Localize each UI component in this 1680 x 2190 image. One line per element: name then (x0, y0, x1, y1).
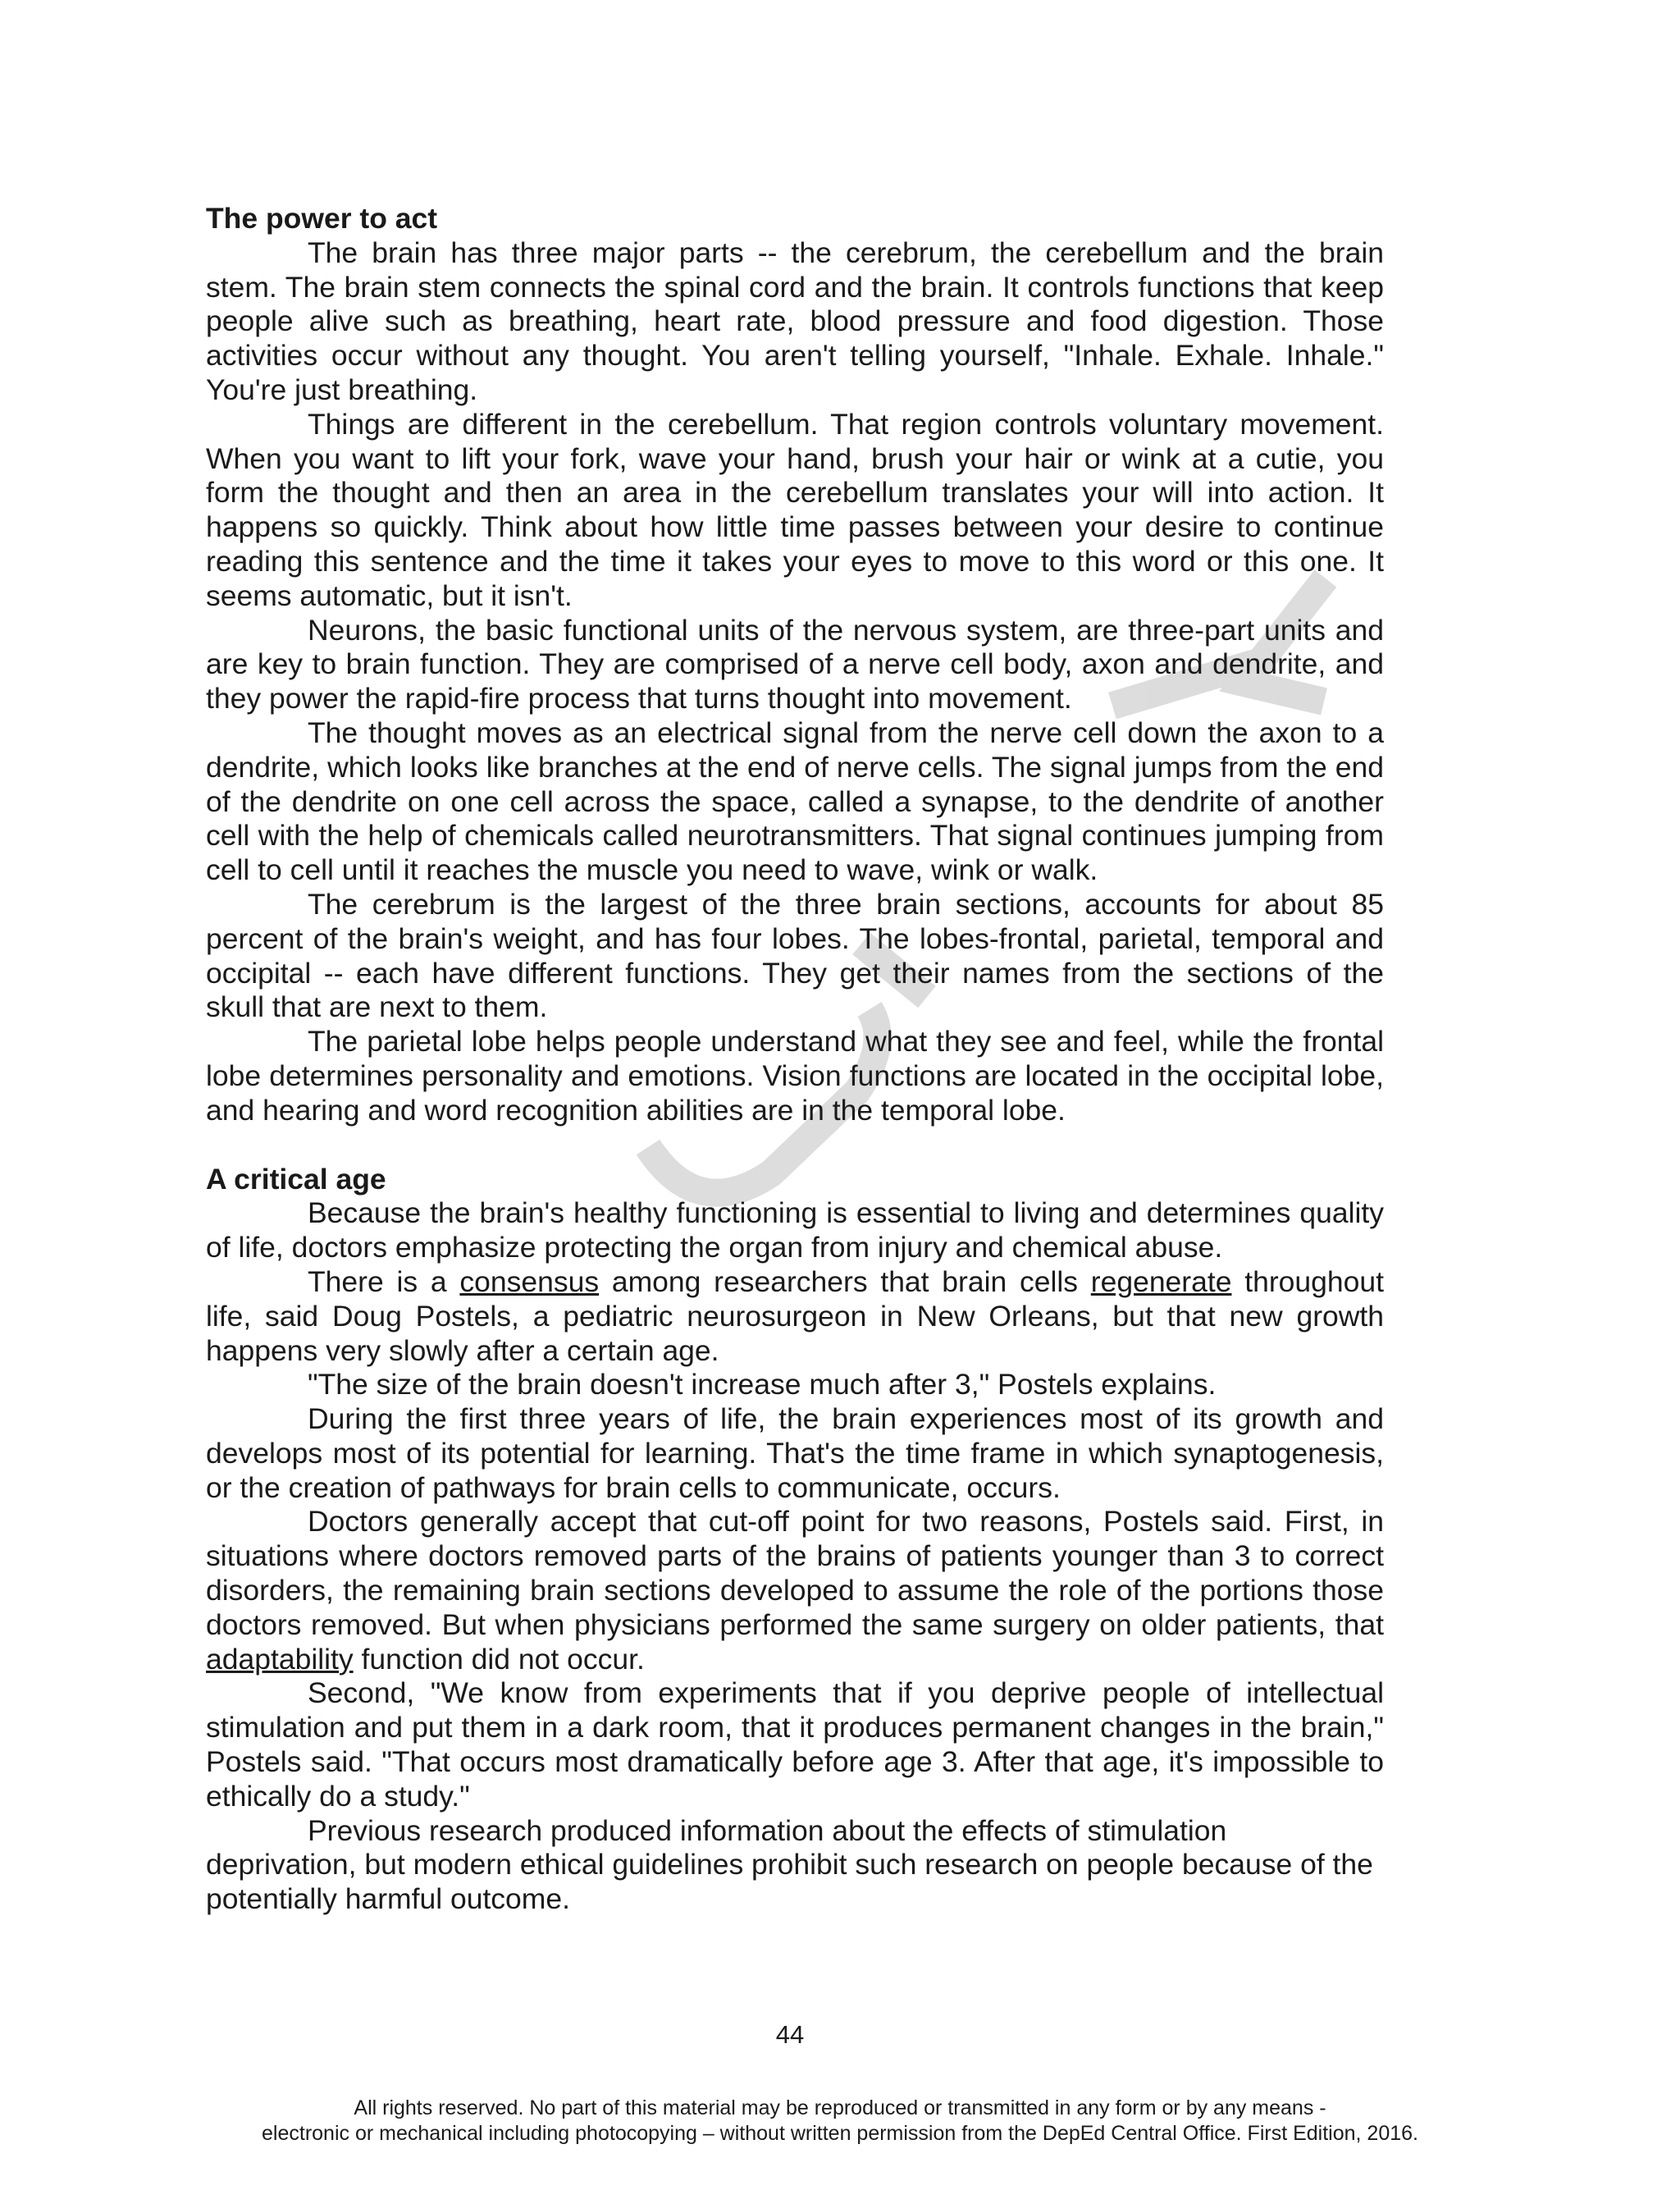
paragraph: During the first three years of life, the brain experiences most of its growth and develops most of its potential for learning. That's the time frame in which synaptogenesis, or the creation of pathways for brain cells to communicate, occurs. (206, 1402, 1384, 1504)
paragraph-quote: "The size of the brain doesn't increase much after 3," Postels explains. (308, 1368, 1217, 1401)
document-body (206, 202, 1384, 1917)
section-title-power-to-act: The power to act (206, 202, 438, 235)
footer-line-2: electronic or mechanical including photocopying – without written permission from the DepEd Central Office. First Edition, 2016. (262, 2122, 1418, 2145)
footer-line-1: All rights reserved. No part of this material may be reproduced or transmitted in any form or by any means - (354, 2096, 1326, 2119)
copyright-footer (0, 2096, 1680, 2147)
paragraph: The brain has three major parts -- the cerebrum, the cerebellum and the brain stem. The brain stem connects the spinal cord and the brain. It controls functions that keep people alive such as breathing, heart rate, blood pressure and food digestion. Those activities occur without any thought. You aren't telling yourself, "Inhale. Exhale. Inhale." You're just breathing. (206, 235, 1384, 406)
text-run: There is a (308, 1264, 460, 1298)
paragraph-consensus (206, 1265, 1384, 1368)
paragraph: Previous research produced information about the effects of stimulation deprivation, but modern ethical guidelines prohibit such research on people because of the potentially harmful outcome. (206, 1813, 1373, 1916)
paragraph: The thought moves as an electrical signal from the nerve cell down the axon to a dendrite, which looks like branches at the end of nerve cells. The signal jumps from the end of the dendrite on one cell across the space, called a synapse, to the dendrite of another cell with the help of chemicals called neurotransmitters. That signal continues jumping from cell to cell until it reaches the muscle you need to wave, wink or walk. (206, 716, 1384, 887)
paragraph: The cerebrum is the largest of the three brain sections, accounts for about 85 percent of the brain's weight, and has four lobes. The lobes-frontal, parietal, temporal and occipital -- each have different functions. They get their names from the sections of the skull that are next to them. (206, 887, 1384, 1024)
section-title-critical-age: A critical age (206, 1162, 386, 1196)
text-run: among researchers that brain cells (599, 1264, 1091, 1298)
paragraph: Neurons, the basic functional units of the nervous system, are three-part units and are key to brain function. They are comprised of a nerve cell body, axon and dendrite, and they power the rapid-fire process that turns thought into movement. (206, 613, 1384, 716)
paragraph-adaptability (206, 1505, 1384, 1676)
text-run: function did not occur. (353, 1642, 645, 1676)
paragraph: Because the brain's healthy functioning is essential to living and determines quality of life, doctors emphasize protecting the organ from injury and chemical abuse. (206, 1196, 1384, 1264)
underlined-term-regenerate: regenerate (1090, 1264, 1232, 1298)
text-run: throughout life, said Doug Postels, a pediatric neurosurgeon in New Orleans, but that new growth happens very slowly after a certain age. (206, 1264, 1384, 1367)
text-run: Doctors generally accept that cut-off point for two reasons, Postels said. First, in situations where doctors removed parts of the brains of patients younger than 3 to correct disorders, the remaining brain sections developed to assume the role of the portions those doctors removed. But when physicians performed the same surgery on older patients, that (206, 1505, 1384, 1641)
paragraph: The parietal lobe helps people understand what they see and feel, while the frontal lobe determines personality and emotions. Vision functions are located in the occipital lobe, and hearing and word recognition abilities are in the temporal lobe. (206, 1025, 1384, 1127)
paragraph: Second, "We know from experiments that if you deprive people of intellectual stimulation and put them in a dark room, that it produces permanent changes in the brain," Postels said. "That occurs most dramatically before age 3. After that age, it's impossible to ethically do a study." (206, 1676, 1384, 1813)
section-spacer (206, 1128, 1384, 1163)
underlined-term-consensus: consensus (459, 1264, 600, 1298)
page-number: 44 (775, 2020, 805, 2049)
underlined-term-adaptability: adaptability (206, 1642, 354, 1676)
paragraph: Things are different in the cerebellum. That region controls voluntary movement. When you want to lift your fork, wave your hand, brush your hair or wink at a cutie, you form the thought and then an area in the cerebellum translates your will into action. It happens so quickly. Think about how little time passes between your desire to continue reading this sentence and the time it takes your eyes to move to this word or this one. It seems automatic, but it isn't. (206, 407, 1384, 612)
